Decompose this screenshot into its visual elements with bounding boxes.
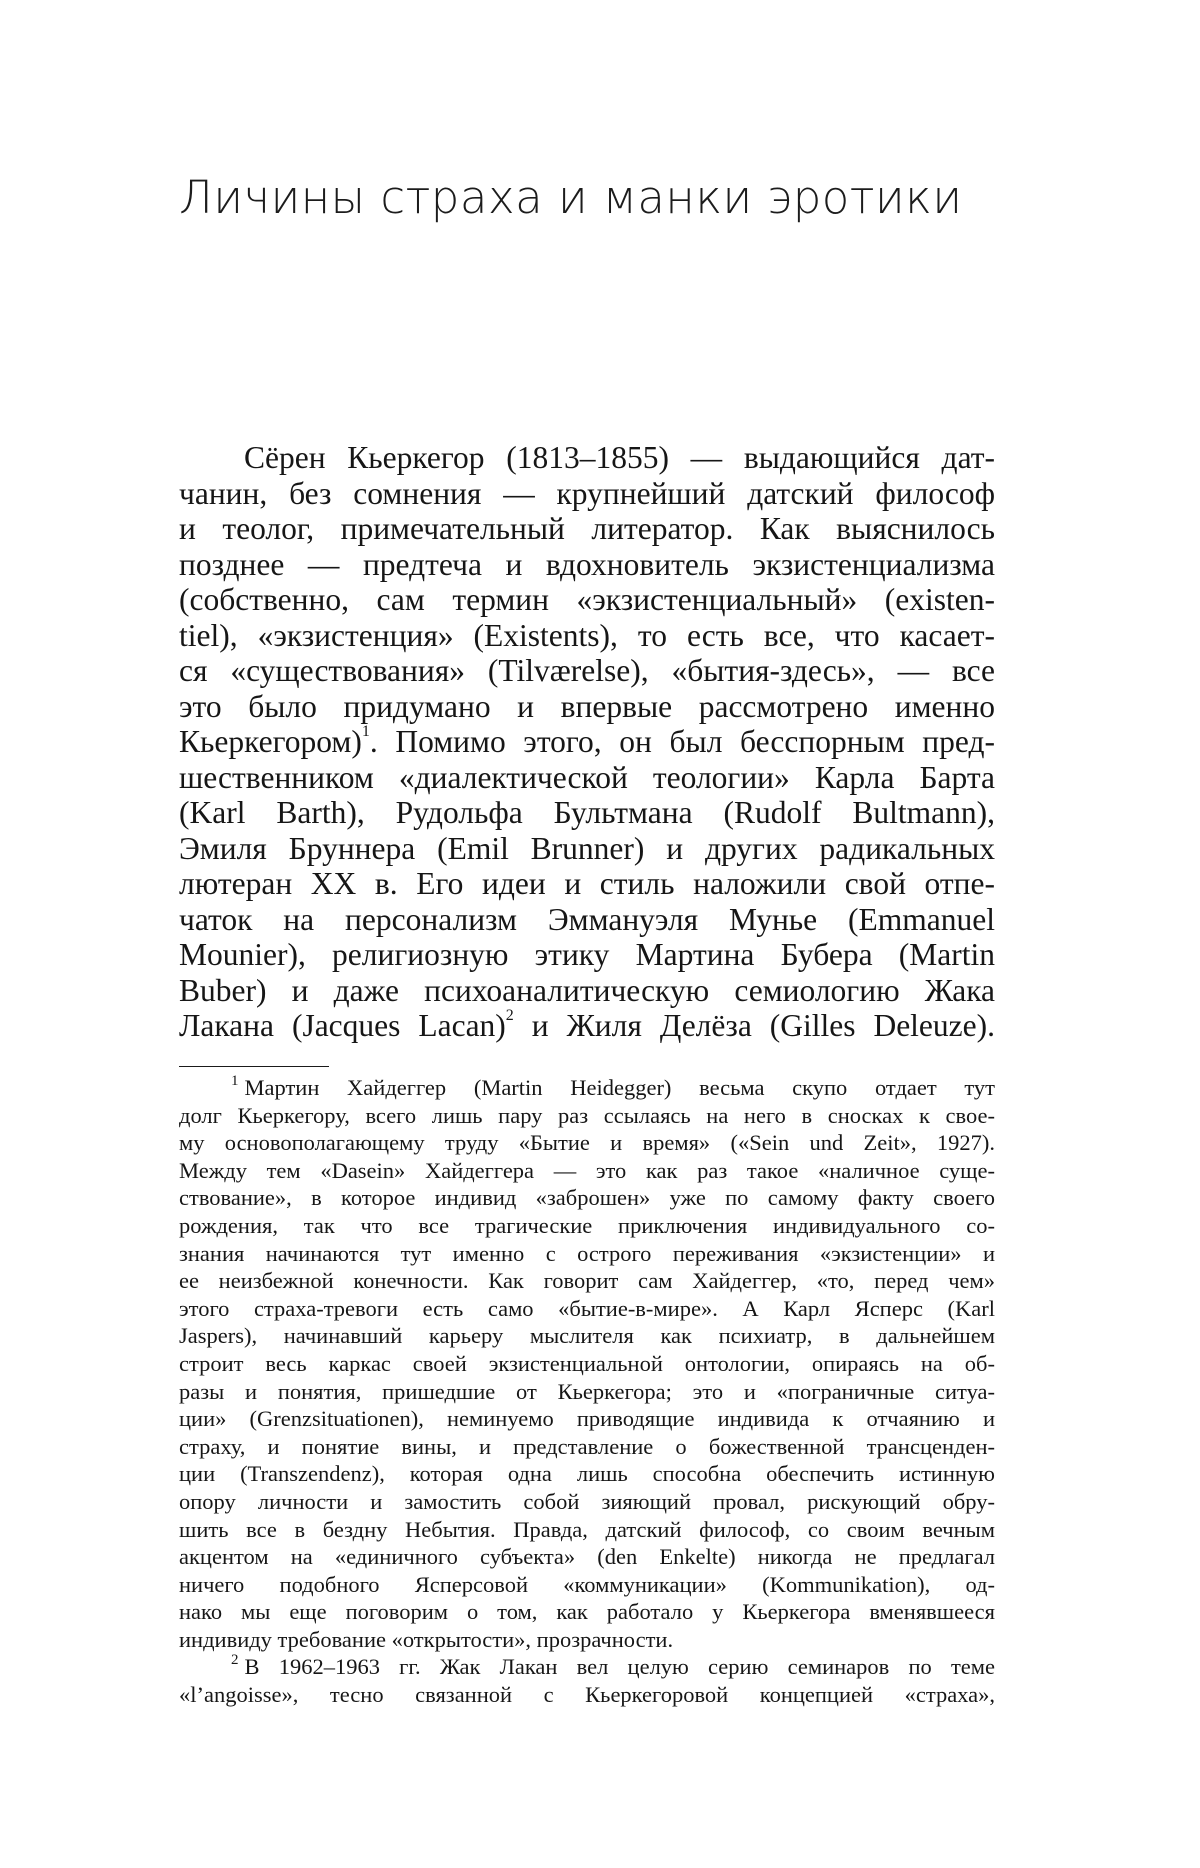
footnote-1-line: этого страха-тревоги есть само «бытие-в-мире». А Карл Ясперс (Karl [179, 1295, 995, 1321]
footnote-1-line: шить все в бездну Небытия. Правда, датский философ, со своим вечным [179, 1516, 995, 1542]
body-line: (Karl Barth), Рудольфа Бультмана (Rudolf Bultmann), [179, 795, 995, 830]
footnotes [179, 1074, 995, 1709]
body-line: шественником «диалектической теологии» Карла Барта [179, 759, 995, 795]
footnote-1-line: ции» (Grenzsituationen), неминуемо приводящие индивида к отчаянию и [179, 1406, 995, 1432]
footnote-1-number: 1 [231, 1074, 239, 1089]
body-line: Mounier), религиозную этику Мартина Бубера (Martin [179, 937, 995, 972]
body-line: (собственно, сам термин «экзистенциальный» (existen- [179, 582, 995, 617]
body-paragraph [179, 440, 995, 1044]
body-line: ся «существования» (Tilværelse), «бытия-здесь», — все [179, 653, 995, 688]
footnote-text: В 1962–1963 гг. Жак Лакан вел целую серию семинаров по теме [244, 1654, 995, 1680]
footnote-1-line: рождения, так что все трагические приключения индивидуального со- [179, 1212, 995, 1238]
footnote-1-line: ничего подобного Ясперсовой «коммуникации» (Kommunikation), од- [179, 1571, 995, 1597]
body-line-text: и Жиля Делёза (Gilles Deleuze). [513, 1008, 995, 1043]
footnote-text: Мартин Хайдеггер (Martin Heidegger) весьма скупо отдает тут [244, 1075, 995, 1100]
footnote-1-line: Между тем «Dasein» Хайдеггера — это как раз такое «наличное суще- [179, 1157, 995, 1183]
body-line-with-footnote-ref [179, 1008, 995, 1044]
footnote-2-line [179, 1653, 995, 1681]
body-line: позднее — предтеча и вдохновитель экзистенциализма [179, 546, 995, 582]
footnote-1-line: индивиду требование «открытости», прозрачности. [179, 1626, 674, 1652]
footnote-1-line: строит весь каркас своей экзистенциальной онтологии, опираясь на об- [179, 1350, 995, 1376]
body-line-with-footnote-ref [179, 724, 995, 760]
body-line: tiel), «экзистенция» (Existents), то есть все, что касает- [179, 617, 995, 653]
footnote-ref-1[interactable]: 1 [361, 724, 370, 740]
footnote-1-line: му основополагающему труду «Бытие и время» («Sein und Zeit», 1927). [179, 1130, 995, 1156]
footnote-2-line: «l’angoisse», тесно связанной с Кьеркегоровой концепцией «страха», [179, 1682, 995, 1708]
body-line-text: Кьеркегором) [179, 724, 362, 759]
footnote-divider [179, 1066, 329, 1067]
body-line: чанин, без сомнения — крупнейший датский философ [179, 475, 995, 511]
footnote-1-line: ции (Transzendenz), которая одна лишь способна обеспечить истинную [179, 1461, 995, 1487]
body-line-text: Лакана (Jacques Lacan) [179, 1008, 506, 1043]
footnote-1-line: Jaspers), начинавший карьеру мыслителя как психиатр, в дальнейшем [179, 1323, 995, 1349]
body-line-text: . Помимо этого, он был бесспорным пред- [369, 724, 995, 759]
body-line: и теолог, примечательный литератор. Как выяснилось [179, 511, 995, 546]
body-line: Сёрен Кьеркегор (1813–1855) — выдающийся дат- [244, 440, 995, 475]
footnote-2-number: 2 [231, 1653, 239, 1669]
footnote-1-line: долг Кьеркегору, всего лишь пару раз ссылаясь на него в сносках к свое- [179, 1102, 995, 1128]
body-line: чаток на персонализм Эммануэля Мунье (Emmanuel [179, 901, 995, 937]
footnote-1-line: опору личности и замостить собой зияющий провал, рискующий обру- [179, 1488, 995, 1514]
footnote-1-line: нако мы еще поговорим о том, как работало у Кьеркегора вменявшееся [179, 1599, 995, 1625]
body-line: это было придумано и впервые рассмотрено именно [179, 688, 995, 724]
footnote-1-line: знания начинаются тут именно с острого переживания «экзистенции» и [179, 1240, 995, 1266]
body-line: Эмиля Бруннера (Emil Brunner) и других радикальных [179, 830, 995, 866]
footnote-1-line: разы и понятия, пришедшие от Кьеркегора; это и «пограничные ситуа- [179, 1378, 995, 1404]
footnote-1-line: акцентом на «единичного субъекта» (den Enkelte) никогда не предлагал [179, 1544, 995, 1570]
body-line: лютеран XX в. Его идеи и стиль наложили свой отпе- [179, 866, 995, 901]
footnote-1-line: ее неизбежной конечности. Как говорит сам Хайдеггер, «то, перед чем» [179, 1268, 995, 1294]
footnote-ref-2[interactable]: 2 [505, 1008, 514, 1024]
body-line: Buber) и даже психоаналитическую семиологию Жака [179, 972, 995, 1008]
footnote-1-line [179, 1074, 995, 1102]
chapter-title: Личины страха и манки эротики [179, 171, 963, 224]
footnote-1-line: ствование», в которое индивид «заброшен» уже по самому факту своего [179, 1185, 995, 1211]
footnote-1-line: страху, и понятие вины, и представление о божественной трансценден- [179, 1433, 995, 1459]
